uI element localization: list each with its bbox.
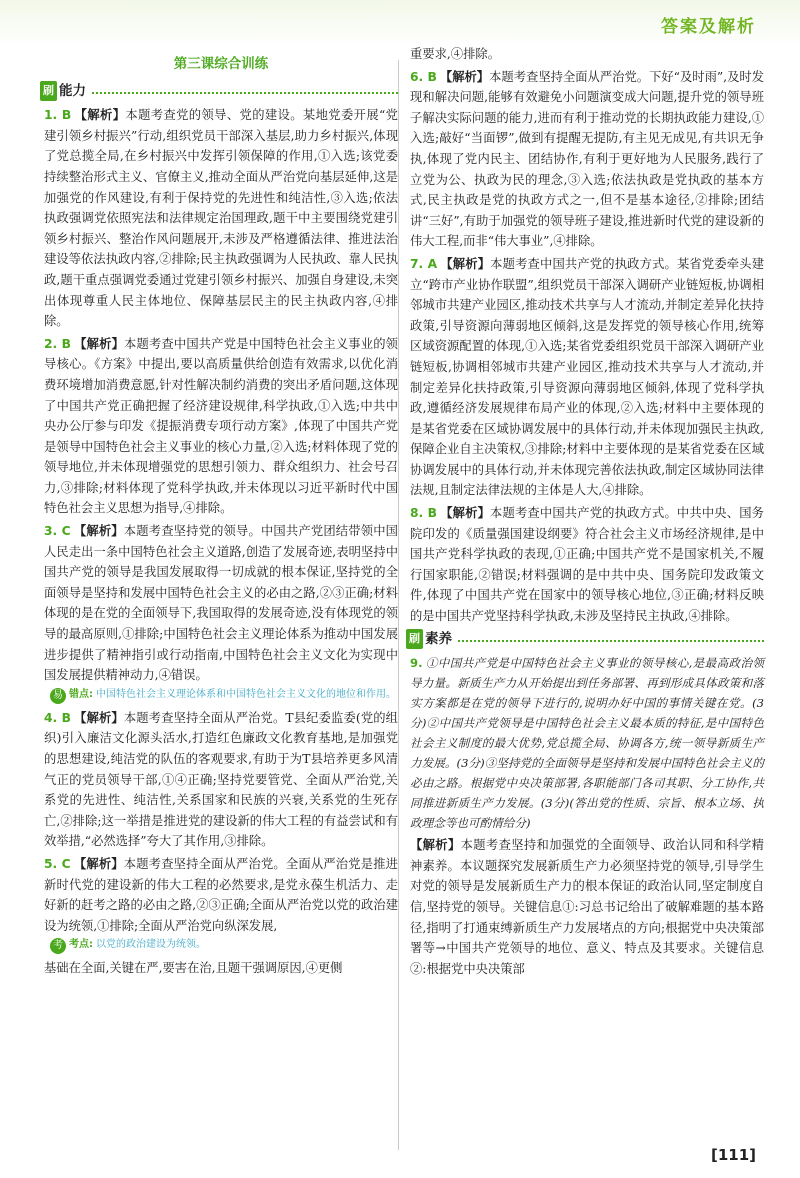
column-divider — [398, 60, 399, 1150]
item-tag: 【解析】 — [73, 524, 124, 539]
item-number: 3. C — [44, 524, 71, 539]
continued-text: 基础在全面,关键在严,要害在治,且题干强调原因,④更侧 — [44, 961, 343, 976]
brush-badge: 刷 — [40, 81, 57, 102]
item-text: 本题考查中国共产党的执政方式。中共中央、国务院印发的《质量强国建设纲要》符合社会主义市场经济规律,是中国共产党科学执政的表现,①正确;中国共产党不是国家机关,不履行国家职能,②错误;材料强调的是中共中央、国务院印发政策文件,体现了中国共产党在国家中的领导核心地位,③正确;材料反映的是中国共产党坚持科学执政,未涉及坚持民主执政,④排除。 — [410, 506, 764, 624]
dotted-rule — [458, 640, 764, 642]
item-text: 本题考查中国共产党是中国特色社会主义事业的领导核心。《方案》中提出,要以高质量供给创造有效需求,以优化消费环境增加消费意愿,针对性解决制约消费的突出矛盾问题,这体现了中国共产党正确把握了经济建设规律,科学执政,①入选;中共中央办公厅参与印发《提振消费专项行动方案》,体现了中国共产党是领导中国特色社会主义事业的核心力量,②入选;材料体现了党的领导地位,并未体现增强党的思想引领力、群众组织力、社会号召力,③排除;材料体现了党科学执政,并未体现以习近平新时代中国特色社会主义思想为指导,④排除。 — [44, 336, 398, 516]
item-tag: 【解析】 — [74, 108, 126, 123]
answer-item — [44, 521, 398, 686]
item-text: 本题考查中国共产党的执政方式。某省党委牵头建立“跨市产业协作联盟”,组织党员干部深入调研产业链短板,协调相邻城市共建产业园区,推动技术共享与人才流动,并制定差异化扶持政策,引导资源向薄弱地区倾斜,这是发挥党的领导核心作用,统筹区域资源配置的体现,①入选;某省党委组织党员干部深入调研产业链短板,协调相邻城市共建产业园区,推动技术共享与人才流动,并制定差异化扶持政策,引导资源向薄弱地区倾斜,体现了党科学执政,遵循经济发展规律布局产业的体现,②入选;材料中主要体现的是某省党委在区域协调发展中的具体行动,并未体现加强民主执政,保障企业自主决策权,③排除;材料中主要体现的是某省党委在区域协调发展中的具体行动,并未体现完善依法执政,制定区域协同法律法规,且制定法律法规的主体是人大,④排除。 — [410, 256, 764, 498]
item-tag: 【解析】 — [440, 256, 491, 271]
header-title: 答案及解析 — [661, 17, 756, 37]
item-text: 本题考查坚持党的领导。中国共产党团结带领中国人民走出一条中国特色社会主义道路,创造了发展奇迹,表明坚持中国共产党的领导是我国发展取得一切成就的根本保证,坚持党的全面领导是坚持和发展中国特色社会主义的必由之路,②③正确;材料体现的是在党的全面领导下,我国取得的发展奇迹,没有体现党的领导的最高原则,①排除;中国特色社会主义理论体系为推动中国发展进步提供了精神指引或行动指南,中国特色社会主义文化为实现中国发展提供精神动力,④错误。 — [44, 524, 398, 683]
answer-item — [44, 854, 398, 936]
item-tag: 【解析】 — [440, 506, 491, 521]
item-tag: 【解析】 — [74, 336, 125, 351]
answer-item — [44, 708, 398, 852]
item-number: 2. B — [44, 336, 72, 351]
answer-item — [410, 254, 764, 501]
page-number-value: 111 — [717, 1146, 750, 1164]
item-number: 8. B — [410, 506, 438, 521]
subsection-label: 素养 — [425, 630, 452, 647]
right-column — [410, 44, 764, 981]
error-point-note — [50, 688, 398, 704]
item-text: 本题考查坚持全面从严治党。T县纪委监委(党的组织)引入廉洁文化源头活水,打造红色廉政文化教育基地,是加强党的思想建设,纯洁党的队伍的客观要求,有助于为T县培养更多风清气正的党员领导干部,①④正确;坚持党要管党、全面从严治党,关系党的先进性、纯洁性,关系国家和民族的兴衰,关系党的生死存亡,②排除;这一举措是推进党的建设新的伟大工程的有益尝试和有效举措,“必然选择”夸大了其作用,③排除。 — [44, 710, 398, 849]
note-label: 考点: — [69, 939, 93, 951]
analysis-item-9 — [410, 835, 764, 979]
subsection-ability — [40, 81, 398, 102]
subsection-literacy — [406, 629, 764, 650]
item-number: 5. C — [44, 856, 71, 871]
answer-item — [44, 334, 398, 519]
item-tag: 【解析】 — [74, 710, 124, 725]
item-number: 7. A — [410, 256, 438, 271]
item-number: 1. B — [44, 108, 72, 123]
continued-text: 重要求,④排除。 — [410, 47, 500, 61]
dotted-rule — [92, 92, 398, 94]
exam-point-icon: 考 — [50, 938, 66, 954]
left-column — [44, 54, 398, 981]
item-number: 6. B — [410, 69, 437, 84]
note-label: 错点: — [69, 688, 93, 700]
item-text: ①中国共产党是中国特色社会主义事业的领导核心,是最高政治领导力量。新质生产力从开始提出到任务部署、再到形成具体政策和落实方案都是在党的领导下进行的,说明办好中国的事情关键在党。(3分)②中国共产党领导是中国特色社会主义最本质的特征,是中国特色社会主义制度的最大优势,党总揽全局、协调各方,统一领导新质生产力发展。(3分)③坚持党的全面领导是坚持和发展中国特色社会主义的必由之路。根据党中央决策部署,各职能部门各司其职、分工协作,共同推进新质生产力发展。(3分)(答出党的性质、宗旨、根本立场、执政理念等也可酌情给分) — [410, 656, 764, 831]
page-number: [111] — [710, 1146, 756, 1164]
item-number: 4. B — [44, 710, 72, 725]
answer-item-9 — [410, 653, 764, 833]
item-tag: 【解析】 — [410, 838, 461, 853]
subsection-label: 能力 — [59, 82, 86, 99]
item-text: 本题考查坚持全面从严治党。全面从严治党是推进新时代党的建设新的伟大工程的必然要求,是党永葆生机活力、走好新的赶考之路的必由之路,②③正确;全面从严治党以党的政治建设为统领,①排除;全面从严治党向纵深发展, — [44, 856, 398, 933]
note-text: 以党的政治建设为统领。 — [96, 939, 206, 951]
error-point-icon: 易 — [50, 688, 66, 704]
brush-badge: 刷 — [406, 629, 423, 650]
item-text: 本题考查党的领导、党的建设。某地党委开展“党建引领乡村振兴”行动,组织党员干部深入基层,助力乡村振兴,体现了党总揽全局,在乡村振兴中发挥引领保障的作用,①入选;该党委持续整治形式主义、官僚主义,推动全面从严治党向基层延伸,这是加强党的作风建设,有利于保持党的先进性和纯洁性,③入选;依法执政强调党依照宪法和法律规定治国理政,题干中主要围绕党建引领乡村振兴、整治作风问题展开,未涉及严格遵循法律、推进法治建设等依法执政内容,②排除;民主执政强调为人民执政、靠人民执政,题干重点强调党委通过党建引领乡村振兴、加强自身建设,未突出体现尊重人民主体地位、保障基层民主的民主执政内容,④排除。 — [44, 108, 398, 329]
section-title: 第三课综合训练 — [173, 56, 269, 72]
item-text: 本题考查坚持全面从严治党。下好“及时雨”,及时发现和解决问题,能够有效避免小问题演变成大问题,提升党的领导班子解决实际问题的能力,进而有利于推动党的长期执政能力建设,①入选;敲好“当面锣”,做到有提醒无提防,有主见无成见,有共识无争执,体现了党内民主、团结协作,有利于更好地为人民服务,践行了立党为公、执政为民的理念,③入选;依法执政是党执政的基本方式,民主执政是党的执政方式之一,但不是基本途径,②排除;团结讲“三好”,有助于加强党的领导班子建设,推进新时代党的建设新的伟大工程,而非“伟大事业”,④排除。 — [410, 69, 764, 249]
answer-item — [410, 67, 764, 252]
answer-item — [410, 503, 764, 627]
note-text: 中国特色社会主义理论体系和中国特色社会主义文化的地位和作用。 — [96, 688, 396, 700]
item-tag: 【解析】 — [439, 69, 490, 84]
item-tag: 【解析】 — [73, 856, 124, 871]
item-number: 9. — [410, 656, 423, 671]
answer-item — [44, 105, 398, 332]
item-text: 本题考查坚持和加强党的全面领导、政治认同和科学精神素养。本议题探究发展新质生产力必须坚持党的领导,引导学生对党的领导是发展新质生产力的根本保证的政治认同,坚定制度自信,坚持党的领导。关键信息①:习总书记给出了破解难题的基本路径,指明了打通束缚新质生产力发展堵点的方向;根据党中央决策部署等→中国共产党领导的地位、意义、特点及其要求。关键信息②:根据党中央决策部 — [410, 838, 764, 976]
exam-point-note — [50, 938, 398, 954]
